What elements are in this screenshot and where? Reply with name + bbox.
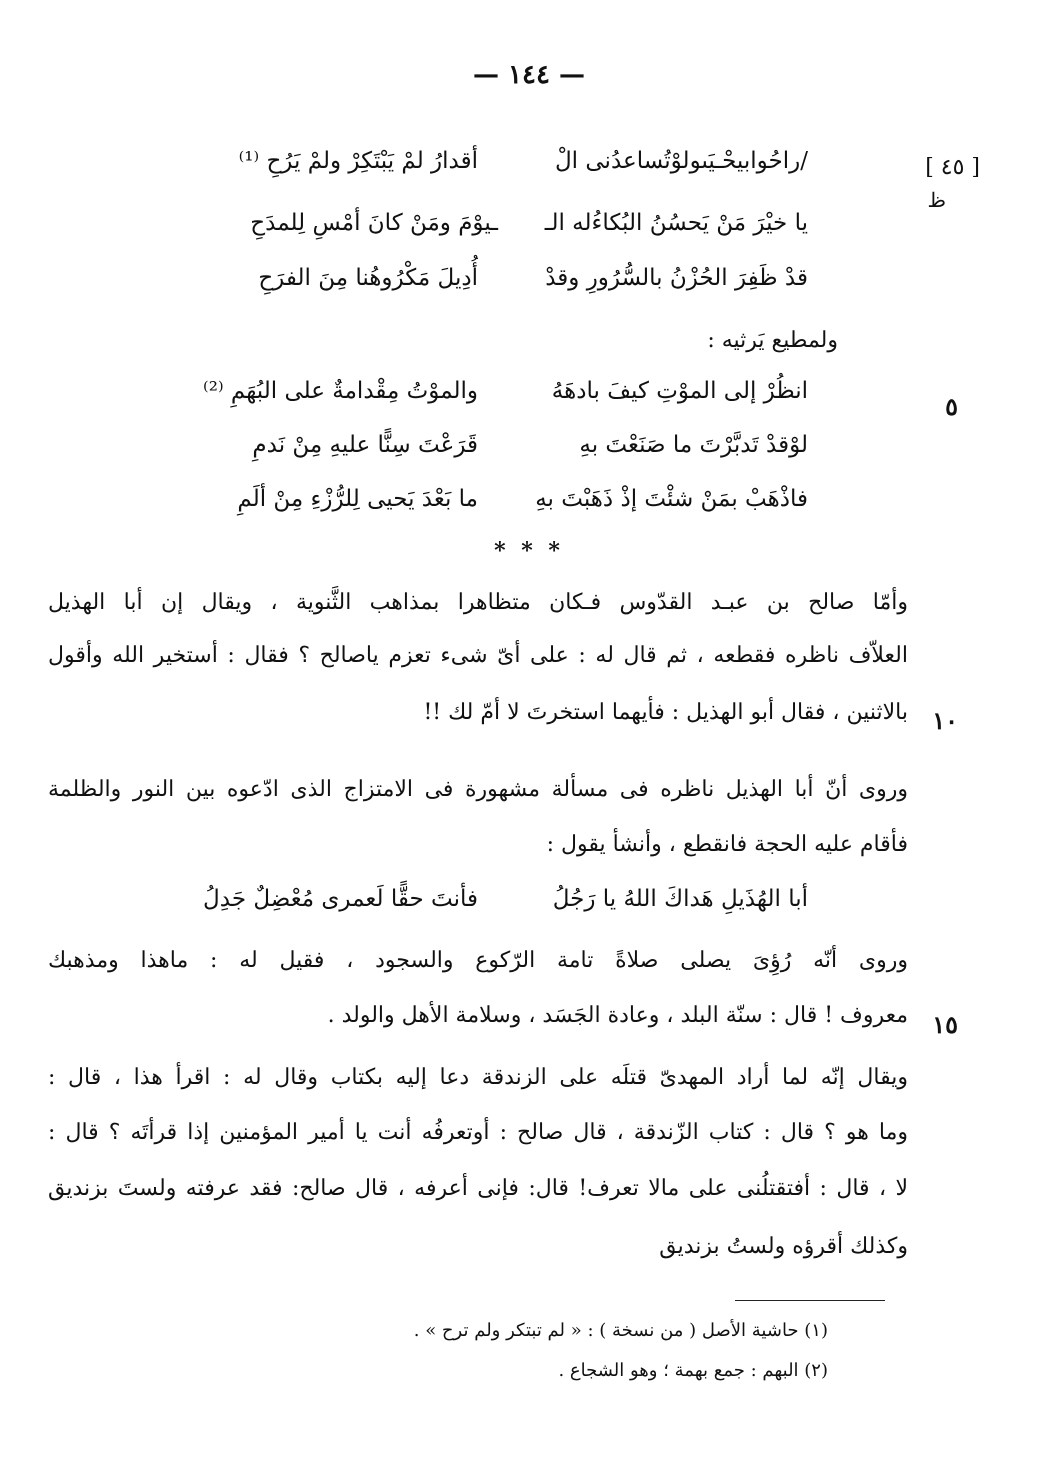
poem1-line3-first-hemistich: قدْ ظَفِرَ الحُزْنُ بالسُّرُورِ وقدْ — [545, 265, 808, 291]
para4-line1: ويقال إنّه لما أراد المهدىّ قتلَه على الزندقة دعا إليه بكتاب وقال له : اقرأ هذا ، قال : — [48, 1065, 908, 1090]
para1-line2: العلاّف ناظره فقطعه ، ثم قال له : على أىّ شىء تعزم ياصالح ؟ فقال : أستخير الله وأقول — [48, 643, 908, 668]
para2-line2: فأقام عليه الحجة فانقطع ، وأنشأ يقول : — [546, 832, 908, 857]
para4-line2: وما هو ؟ قال : كتاب الزّندقة ، قال صالح : أوتعرفُه أنت يا أمير المؤمنين إذا قرأتَه ؟ قال : — [48, 1120, 908, 1145]
poem1-line3-second-hemistich: أُدِيلَ مَكْرُوهُنا مِنَ الفرَحِ — [258, 265, 478, 291]
poem1-line2-first-hemistich: يا خيْرَ مَنْ يَحسُنُ البُكاءُله الـ — [544, 210, 808, 236]
poem2-line2-first-hemistich: لوْقدْ تَدبَّرْتَ ما صَنَعْتَ بهِ — [579, 432, 808, 458]
page-number: — ١٤٤ — — [472, 60, 586, 90]
footnote-2: (٢) البهم : جمع بهمة ؛ وهو الشجاع . — [558, 1360, 828, 1381]
para3-line2: معروف ! قال : سنّة البلد ، وعادة الجَسَد ، وسلامة الأهل والولد . — [327, 1003, 908, 1028]
footnote-1: (١) حاشية الأصل ( من نسخة ) : « لم تبتكر ولم ترح » . — [413, 1320, 828, 1341]
poem2-line3-second-hemistich: ما بَعْدَ يَحيى لِلرُّزْءِ مِنْ ألَمِ — [237, 486, 478, 512]
para4-line4: وكذلك أقرؤه ولستُ بزنديق — [659, 1234, 908, 1259]
margin-reference-sub: ظ — [927, 188, 946, 212]
line-number-10: ١٠ — [932, 706, 958, 735]
poem1-line2-second-hemistich: ـيوْمَ ومَنْ كانَ أمْسِ لِلمدَحِ — [250, 210, 498, 236]
poem2-line1-second-hemistich: والموْتُ مِقْدامةٌ على البُهَمِ ⁽²⁾ — [203, 378, 478, 404]
poem2-line3-first-hemistich: فاذْهَبْ بمَنْ شئْتَ إذْ ذَهَبْتَ بهِ — [535, 486, 808, 512]
section-divider-stars: * * * — [494, 538, 564, 564]
line-number-5: ٥ — [945, 392, 958, 421]
poem2-line1-first-hemistich: انظُرْ إلى الموْتِ كيفَ بادهَهُ — [551, 378, 808, 404]
section-heading: ولمطيع يَرثيه : — [707, 328, 838, 353]
line-number-15: ١٥ — [932, 1010, 958, 1039]
verse3-second-hemistich: فأنتَ حقًّا لَعمرى مُعْضِلٌ جَدِلُ — [203, 886, 478, 912]
margin-reference: [ ٤٥ ] — [925, 155, 980, 180]
para4-line3: لا ، قال : أفتقتلُنى على مالا تعرف! قال: فإنى أعرفه ، قال صالح: فقد عرفته ولستَ بزنديق — [48, 1176, 908, 1201]
verse3-first-hemistich: أبا الهُذَيلِ هَداكَ اللهُ يا رَجُلُ — [552, 886, 808, 912]
poem1-line1-second-hemistich: أقدارُ لمْ يَبْتَكِرْ ولمْ يَرُحِ ⁽¹⁾ — [238, 148, 478, 174]
para1-line3: بالاثنين ، فقال أبو الهذيل : فأيهما استخرتَ لا أمّ لك !! — [423, 700, 908, 725]
para1-line1: وأمّا صالح بن عبـد القدّوس فـكان متظاهرا بمذاهب الثَّنوية ، ويقال إن أبا الهذيل — [48, 590, 908, 615]
poem1-line1-first-hemistich: /راحُوابيحْـيَىولوْتُساعدُنى الْ — [554, 148, 808, 174]
poem2-line2-second-hemistich: قَرَعْتَ سِنًّا عليهِ مِنْ نَدمِ — [252, 432, 478, 458]
para2-line1: وروى أنّ أبا الهذيل ناظره فى مسألة مشهورة فى الامتزاج الذى ادّعوه بين النور والظلمة — [48, 777, 908, 802]
footnote-divider — [735, 1300, 885, 1301]
para3-line1: وروى أنّه رُؤِىَ يصلى صلاةً تامة الرّكوع والسجود ، فقيل له : ماهذا ومذهبك — [48, 948, 908, 973]
